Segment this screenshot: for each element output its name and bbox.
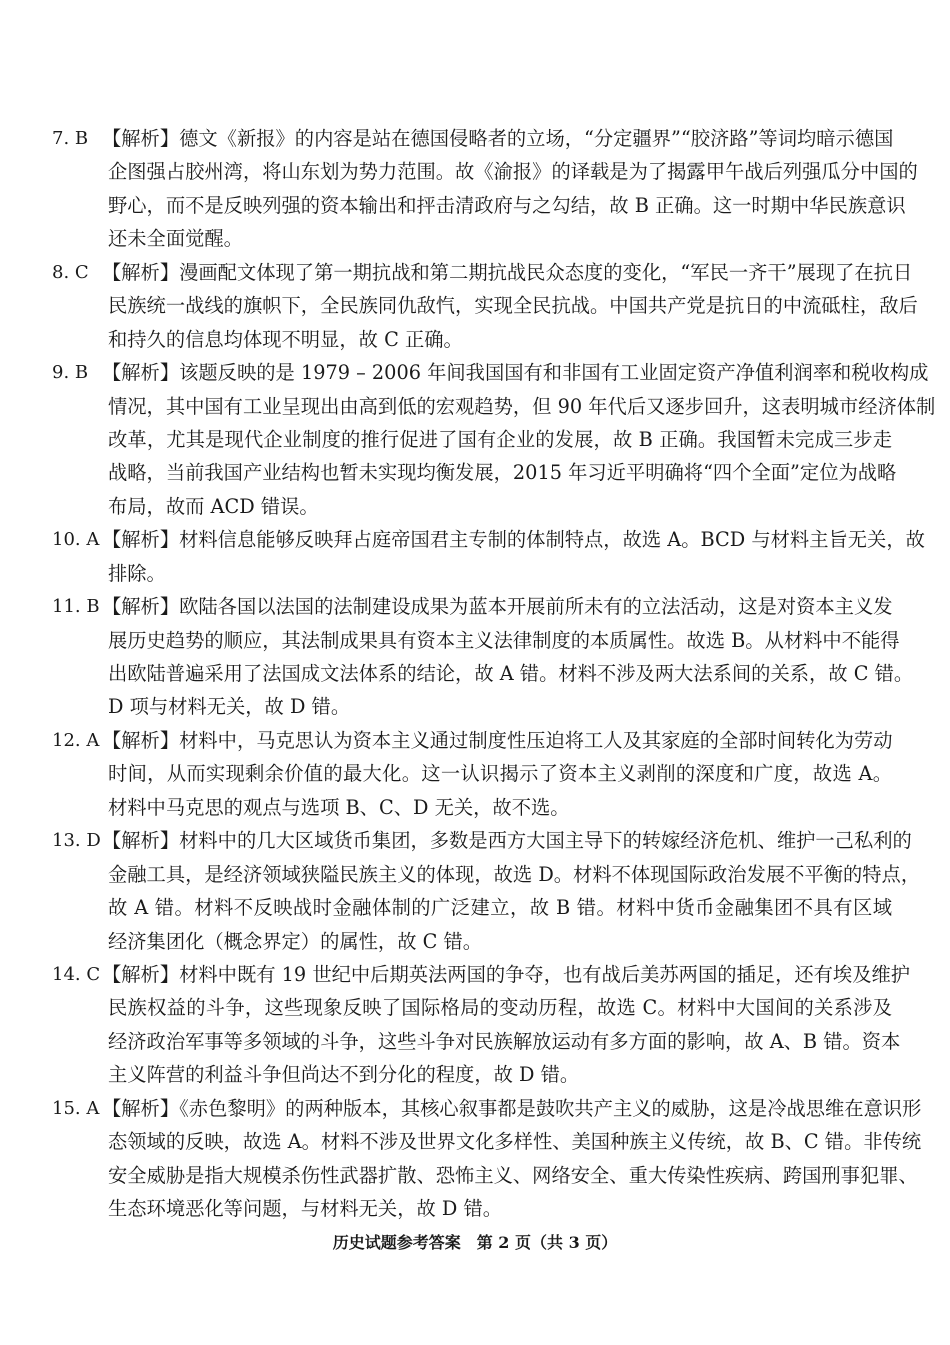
line-text: 该题反映的是 1979 – 2006 年间我国国有和非国有工业固定资产净值利润率和税收构成 <box>179 361 929 385</box>
answer-text-line <box>102 356 929 389</box>
line-text: 金融工具，是经济领域狭隘民族主义的体现，故选 D。材料不体现国际政治发展不平衡的特点， <box>108 862 921 886</box>
line-text: 情况，其中国有工业呈现出由高到低的宏观趋势，但 90 年代后又逐步回升，这表明城市经济体制 <box>108 394 936 418</box>
answer-text-line <box>108 557 892 590</box>
line-text: 时间，从而实现剩余价值的最大化。这一认识揭示了资本主义剥削的深度和广度，故选 A。 <box>108 762 892 786</box>
line-text: 材料信息能够反映拜占庭帝国君主专制的体制特点，故选 A。BCD 与材料主旨无关，故 <box>179 528 925 552</box>
answer-number: 15. A <box>52 1097 100 1119</box>
line-text: 和持久的信息均体现不明显，故 C 正确。 <box>108 327 463 351</box>
answer-text-line <box>108 757 892 790</box>
answer-item <box>0 1092 950 1226</box>
line-text: 《赤色黎明》的两种版本，其核心叙事都是鼓吹共产主义的威胁，这是冷战思维在意识形 <box>179 1096 922 1120</box>
answer-text-line <box>108 423 892 456</box>
line-text: 材料中马克思的观点与选项 B、C、D 无关，故不选。 <box>108 795 570 819</box>
answer-text-line <box>108 490 892 523</box>
line-text: D 项与材料无关，故 D 错。 <box>108 695 351 719</box>
answer-text-line <box>102 724 893 757</box>
line-text: 故 A 错。材料不反映战时金融体制的广泛建立，故 B 错。材料中货币金融集团不具有区域 <box>108 896 892 920</box>
line-text: 安全威胁是指大规模杀伤性武器扩散、恐怖主义、网络安全、重大传染性疾病、跨国刑事犯罪、 <box>108 1163 918 1187</box>
answer-text-line <box>102 122 894 155</box>
line-text: 排除。 <box>108 561 166 585</box>
line-text: 生态环境恶化等问题，与材料无关，故 D 错。 <box>108 1197 503 1220</box>
analysis-tag: 【解析】 <box>102 962 180 986</box>
line-text: 展历史趋势的顺应，其法制成果具有资本主义法律制度的本质属性。故选 B。从材料中不能得 <box>108 628 900 652</box>
analysis-tag: 【解析】 <box>102 595 180 619</box>
answer-text-line <box>108 323 892 356</box>
answer-number: 8. C <box>52 261 89 283</box>
line-text: 民族统一战线的旗帜下，全民族同仇敌忾，实现全民抗战。中国共产党是抗日的中流砥柱，敌后 <box>108 294 918 318</box>
answer-list <box>0 122 950 1225</box>
answer-number: 13. D <box>52 830 101 852</box>
answer-text-line <box>108 1025 901 1058</box>
answer-text-line <box>102 523 925 556</box>
answer-item <box>0 590 950 724</box>
answer-number: 9. B <box>52 362 89 384</box>
analysis-tag: 【解析】 <box>102 829 180 853</box>
line-text: 还未全面觉醒。 <box>108 227 243 251</box>
answer-text-line <box>102 256 913 289</box>
line-text: 出欧陆普遍采用了法国成文法体系的结论，故 A 错。材料不涉及两大法系间的关系，故 C 错。 <box>108 662 914 685</box>
analysis-tag: 【解析】 <box>102 528 180 552</box>
line-text: 材料中的几大区域货币集团，多数是西方大国主导下的转嫁经济危机、维护一己私利的 <box>179 829 912 853</box>
answer-text-line <box>108 1125 922 1158</box>
answer-text-line <box>108 1159 918 1192</box>
line-text: 改革，尤其是现代企业制度的推行促进了国有企业的发展，故 B 正确。我国暂未完成三步走 <box>108 427 892 451</box>
answer-item <box>0 724 950 824</box>
line-text: 材料中既有 19 世纪中后期英法两国的争夺，也有战后美苏两国的插足，还有埃及维护 <box>179 962 911 986</box>
answer-text-line <box>108 155 918 188</box>
line-text: 战略，当前我国产业结构也暂未实现均衡发展，2015 年习近平明确将“四个全面”定位为战略 <box>108 461 897 485</box>
answer-item <box>0 958 950 1092</box>
answer-item <box>0 122 950 256</box>
answer-text-line <box>102 1092 922 1125</box>
answer-text-line <box>108 390 936 423</box>
analysis-tag: 【解析】 <box>102 127 180 150</box>
answer-item <box>0 256 950 356</box>
line-text: 野心，而不是反映列强的资本输出和抨击清政府与之勾结，故 B 正确。这一时期中华民族意识 <box>108 193 906 217</box>
answer-text-line <box>108 624 900 657</box>
line-text: 欧陆各国以法国的法制建设成果为蓝本开展前所未有的立法活动，这是对资本主义发 <box>179 595 893 619</box>
line-text: 经济政治军事等多领域的斗争，这些斗争对民族解放运动有多方面的影响，故 A、B 错。资本 <box>108 1029 901 1053</box>
analysis-tag: 【解析】 <box>102 728 180 752</box>
answer-text-line <box>108 456 897 489</box>
line-text: 漫画配文体现了第一期抗战和第二期抗战民众态度的变化，“军民一齐干”展现了在抗日 <box>179 260 913 284</box>
answer-number: 12. A <box>52 729 100 751</box>
page-footer: 历史试题参考答案 第 2 页（共 3 页） <box>332 1233 618 1252</box>
answer-text-line <box>102 958 911 991</box>
line-text: 德文《新报》的内容是站在德国侵略者的立场，“分定疆界”“胶济路”等词均暗示德国 <box>179 127 894 150</box>
line-text: 民族权益的斗争，这些现象反映了国际格局的变动历程，故选 C。材料中大国间的关系涉及 <box>108 996 892 1020</box>
answer-item <box>0 824 950 958</box>
answer-number: 7. B <box>52 128 89 149</box>
answer-text-line <box>108 657 914 690</box>
answer-text-line <box>108 289 918 322</box>
answer-number: 14. C <box>52 963 101 985</box>
answer-text-line <box>108 189 906 222</box>
answer-number: 10. A <box>52 529 100 551</box>
answer-text-line <box>108 791 892 824</box>
answer-text-line <box>108 925 892 958</box>
analysis-tag: 【解析】 <box>102 1096 180 1120</box>
answer-text-line <box>102 590 893 623</box>
answer-text-line <box>108 222 892 255</box>
answer-text-line <box>108 858 921 891</box>
line-text: 企图强占胶州湾，将山东划为势力范围。故《渝报》的译载是为了揭露甲午战后列强瓜分中国的 <box>108 160 918 184</box>
answer-text-line <box>108 991 892 1024</box>
line-text: 主义阵营的利益斗争但尚达不到分化的程度，故 D 错。 <box>108 1063 580 1087</box>
analysis-tag: 【解析】 <box>102 361 180 385</box>
analysis-tag: 【解析】 <box>102 260 180 284</box>
answer-text-line <box>102 824 912 857</box>
answer-number: 11. B <box>52 596 100 618</box>
line-text: 布局，故而 ACD 错误。 <box>108 494 319 518</box>
answer-item <box>0 356 950 523</box>
answer-item <box>0 523 950 590</box>
answer-text-line <box>108 1192 892 1225</box>
answer-text-line <box>108 1058 892 1091</box>
line-text: 材料中，马克思认为资本主义通过制度性压迫将工人及其家庭的全部时间转化为劳动 <box>179 728 893 752</box>
line-text: 态领域的反映，故选 A。材料不涉及世界文化多样性、美国种族主义传统，故 B、C 错。非传统 <box>108 1130 922 1154</box>
answer-text-line <box>108 891 892 924</box>
line-text: 经济集团化（概念界定）的属性，故 C 错。 <box>108 929 483 953</box>
answer-text-line <box>108 690 892 723</box>
